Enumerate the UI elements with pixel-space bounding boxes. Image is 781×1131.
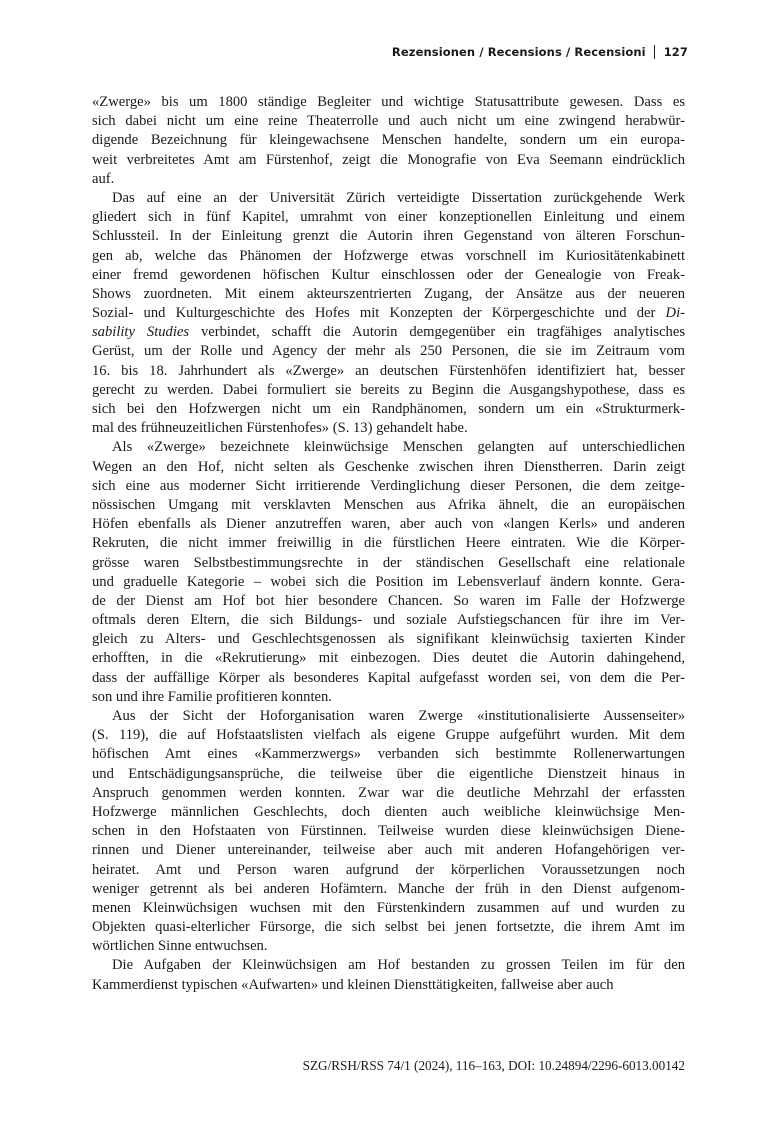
text-line: Sozial- und Kulturgeschichte des Hofes mit Konzepten der Körpergeschichte und der Di- <box>92 305 685 322</box>
text-line: Schlussteil. In der Einleitung grenzt die Autorin ihren Gegenstand von älteren Forschun- <box>92 228 685 245</box>
text-line: weit verbreitetes Amt am Fürstenhof, zeigt die Monografie von Eva Seemann eindrücklich <box>92 151 685 168</box>
text-line: (S. 119), die auf Hofstaatslisten vielfach als eigene Gruppe aufgeführt wurden. Mit dem <box>92 727 685 744</box>
running-header <box>392 45 688 59</box>
text-line: Als «Zwerge» bezeichnete kleinwüchsige Menschen gelangten auf unterschiedlichen <box>112 439 685 456</box>
text-line: schen in den Hofstaaten von Fürstinnen. Teilweise wurden diese kleinwüchsigen Diene- <box>92 823 685 840</box>
paragraph <box>92 707 685 956</box>
text-line: Shows zuordneten. Mit einem akteurszentrierten Zugang, der Ansätze aus der neueren <box>92 285 685 302</box>
text-line: Rekruten, die nicht immer freiwillig in die fürstlichen Heere eintraten. Wie die Körper- <box>92 535 685 552</box>
citation-footer: SZG/RSH/RSS 74/1 (2024), 116–163, DOI: 10.24894/2296-6013.00142 <box>302 1058 685 1073</box>
text-line: nössischen Umgang mit versklavten Menschen aus Afrika ähnelt, die an europäischen <box>92 496 685 513</box>
text-line: mal des frühneuzeitlichen Fürstenhofes» (S. 13) gehandelt habe. <box>92 420 468 437</box>
text-line: son und ihre Familie profitieren konnten. <box>92 688 332 705</box>
paragraph <box>92 956 685 994</box>
text-line: de der Dienst am Hof bot hier besondere Chancen. So waren im Falle der Hofzwerge <box>92 592 685 609</box>
text-line: sich eine aus moderner Sicht irritierende Verdinglichung dieser Personen, die dem zeitge- <box>92 477 685 494</box>
text-line: dass der auffällige Körper als besonderes Kapital aufgefasst worden sei, von dem die Per- <box>92 669 685 686</box>
text-line: heiratet. Amt und Person waren aufgrund der körperlichen Voraussetzungen noch <box>92 861 685 878</box>
text-line: 16. bis 18. Jahrhundert als «Zwerge» an deutschen Fürstenhöfen identifiziert hat, besser <box>92 362 685 379</box>
text-line: und graduelle Kategorie – wobei sich die Position im Lebensverlauf ändern konnte. Gera- <box>92 573 685 590</box>
text-line: digende Bezeichnung für kleingewachsene Menschen handelte, sondern um ein europa- <box>92 132 685 149</box>
text-line: Kammerdienst typischen «Aufwarten» und kleinen Diensttätigkeiten, fallweise aber auch <box>92 976 614 993</box>
paragraph <box>92 93 685 189</box>
text-line: Das auf eine an der Universität Zürich verteidigte Dissertation zurückgehende Werk <box>112 189 685 206</box>
text-line: oftmals deren Eltern, die sich Bildungs- und soziale Aufstiegschancen für ihre im Ver- <box>92 612 685 629</box>
text-line: Aus der Sicht der Hoforganisation waren Zwerge «institutionalisierte Aussenseiter» <box>112 708 685 724</box>
text-line: menen Kleinwüchsigen wuchsen mit den Fürstenkindern zusammen auf und wurden zu <box>92 899 685 916</box>
text-line: Hofzwerge männlichen Geschlechts, doch dienten auch weibliche kleinwüchsige Men- <box>92 803 685 820</box>
paragraph <box>92 438 685 707</box>
page-number: 127 <box>663 45 688 59</box>
text-line: Gerüst, um der Rolle und Agency der mehr als 250 Personen, die sie im Zeitraum vom <box>92 343 685 360</box>
text-line: auf. <box>92 170 115 187</box>
text-line: sability Studies verbindet, schafft die Autorin demgegenüber ein tragfähiges analytisches <box>92 324 685 341</box>
text-line: weniger getrennt als bei anderen Hofämtern. Manche der früh in den Dienst aufgenom- <box>92 880 685 897</box>
text-line: «Zwerge» bis um 1800 ständige Begleiter und wichtige Statusattribute gewesen. Dass es <box>92 94 685 110</box>
text-line: rinnen und Diener untereinander, teilweise aber auch mit anderen Hofangehörigen ver- <box>92 842 685 859</box>
text-line: erhofften, in die «Rekrutierung» mit einbezogen. Dies deutet die Autorin dahingehend, <box>92 650 685 667</box>
text-line: wörtlichen Sinne entwuchsen. <box>92 938 268 955</box>
text-line: gen ab, welche das Phänomen der Hofzwerge etwas vorschnell im Kuriositätenkabinett <box>92 247 685 264</box>
paragraph <box>92 189 685 438</box>
text-line: sich bei den Hofzwergen nicht um ein Randphänomen, sondern um ein «Strukturmerk- <box>92 401 685 417</box>
text-line: Objekten quasi-elterlicher Fürsorge, die sich selbst bei jenen fortsetzte, die ihrem Amt im <box>92 919 685 936</box>
running-title: Rezensionen / Recensions / Recensioni <box>391 45 646 59</box>
text-line: gerecht zu werden. Dabei formuliert sie bereits zu Beginn die Ausgangshypothese, dass es <box>92 381 685 398</box>
header-divider <box>654 45 655 59</box>
text-line: Wegen an den Hof, nicht selten als Geschenke zwischen ihren Dienstherren. Darin zeigt <box>92 458 685 475</box>
text-line: und Entschädigungsansprüche, die teilweise über die eigentliche Dienstzeit hinaus in <box>92 765 685 782</box>
article-body <box>92 93 685 995</box>
text-line: Höfen ebenfalls als Diener anzutreffen waren, aber auch von «langen Kerls» und anderen <box>92 516 685 533</box>
text-line: grösse waren Selbstbestimmungsrechte in der ständischen Gesellschaft eine relationale <box>92 554 685 571</box>
text-line: höfischen Amt eines «Kammerzwergs» verbanden sich bestimmte Rollenerwartungen <box>92 746 685 763</box>
text-line: Die Aufgaben der Kleinwüchsigen am Hof bestanden zu grossen Teilen im für den <box>112 957 685 974</box>
text-line: einer fremd gewordenen höfischen Kultur einschlossen oder der Genealogie von Freak- <box>92 266 685 283</box>
text-line: Anspruch genommen werden konnten. Zwar war die deutliche Mehrzahl der erfassten <box>92 784 685 801</box>
text-line: gleich zu Alters- und Geschlechtsgenossen als signifikant kleinwüchsig taxierten Kinder <box>92 631 685 648</box>
text-line: sich dabei nicht um eine reine Theaterrolle und auch nicht um eine zwingend herabwür- <box>92 113 685 130</box>
text-line: gliedert sich in fünf Kapitel, umrahmt von einer konzeptionellen Einleitung und einem <box>92 209 685 226</box>
